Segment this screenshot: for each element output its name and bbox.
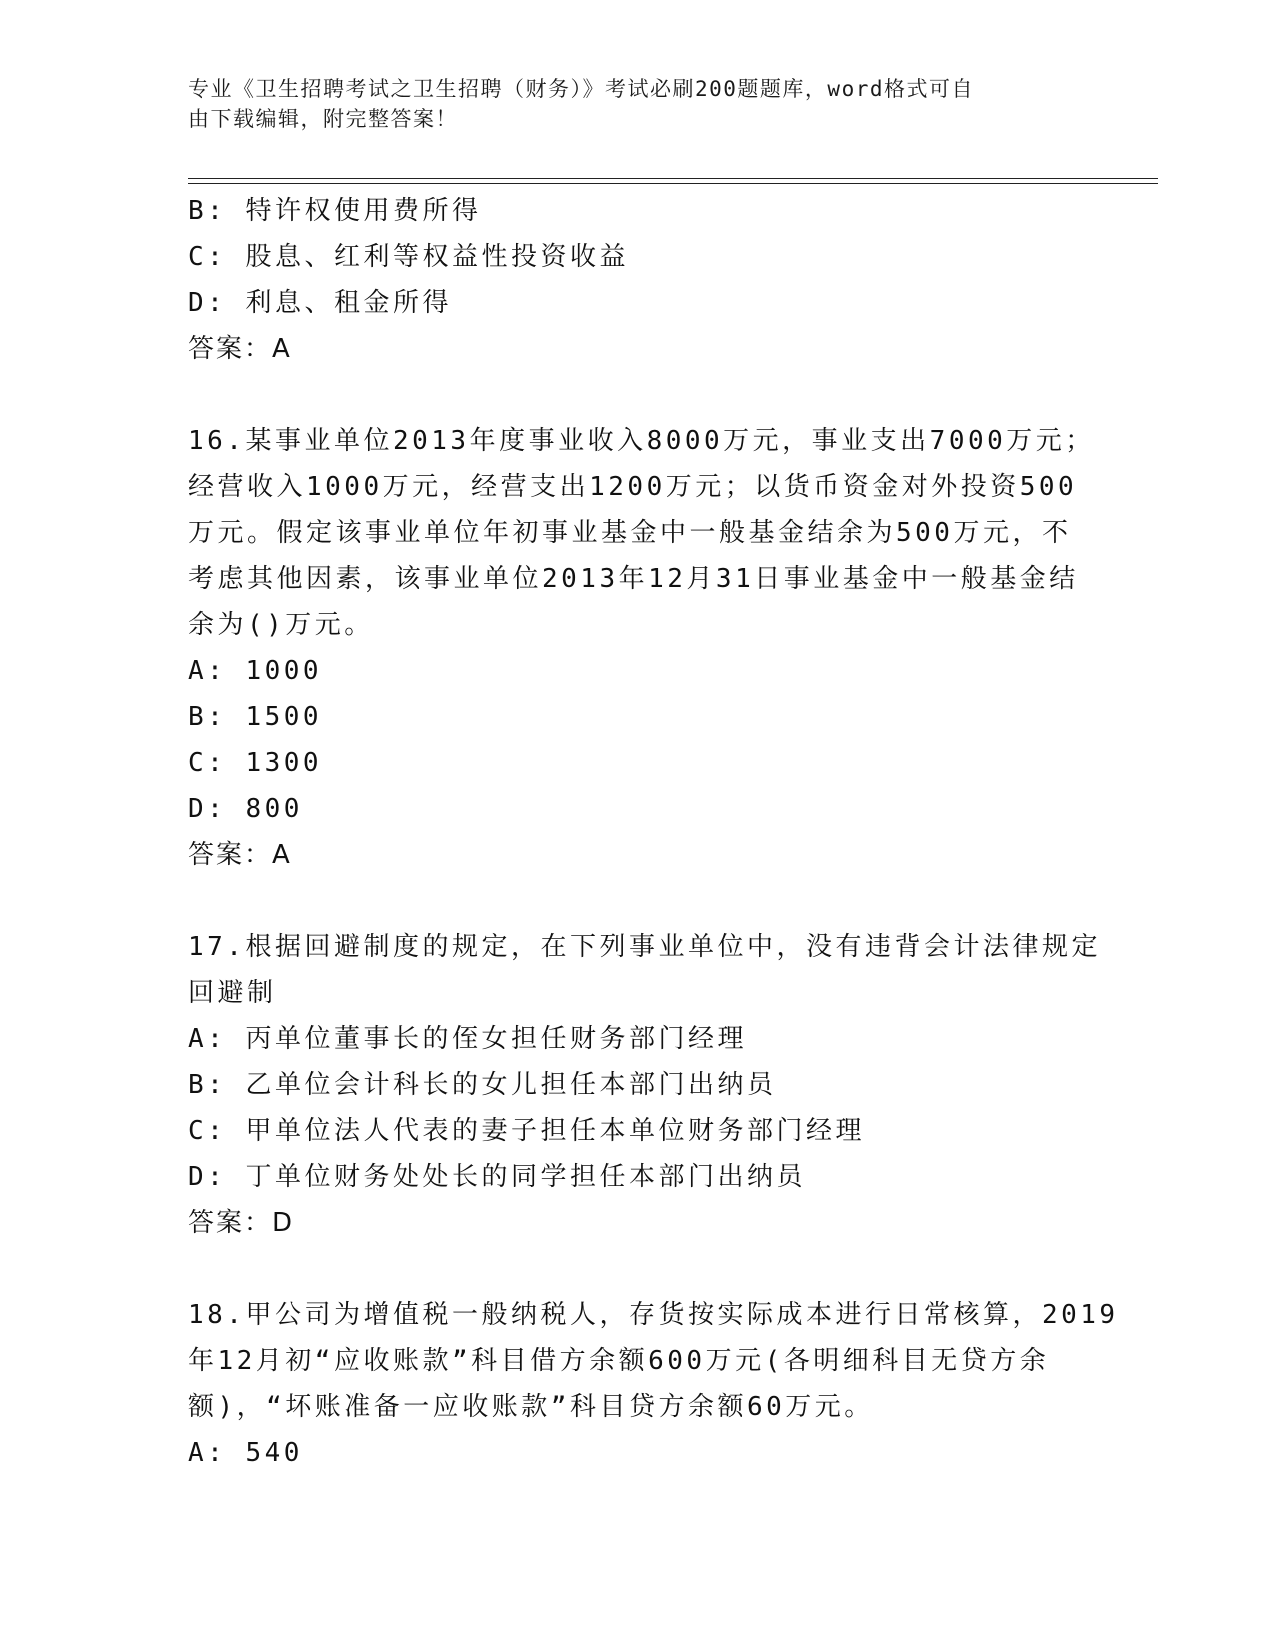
q18-text-line-2: 年12月初“应收账款”科目借方余额600万元(各明细科目无贷方余 [188, 1346, 1050, 1376]
q18-text-line-3: 额)，“坏账准备一应收账款”科目贷方余额60万元。 [188, 1392, 874, 1422]
prev-option-b: B: 特许权使用费所得 [188, 196, 482, 226]
q17-option-c: C: 甲单位法人代表的妻子担任本单位财务部门经理 [188, 1116, 865, 1146]
q16-option-a: A: 1000 [188, 656, 323, 686]
q17-text-line-1: 17.根据回避制度的规定，在下列事业单位中，没有违背会计法律规定 [188, 932, 1101, 962]
q16-option-b: B: 1500 [188, 702, 323, 732]
q17-answer: 答案：D [188, 1208, 295, 1238]
q16-option-d: D: 800 [188, 794, 303, 824]
q17-option-d: D: 丁单位财务处处长的同学担任本部门出纳员 [188, 1162, 806, 1192]
document-header [188, 74, 1068, 134]
header-line-2: 由下载编辑，附完整答案！ [188, 107, 458, 131]
q16-text-line-5: 余为()万元。 [188, 610, 374, 640]
document-body [188, 188, 1119, 1476]
q16-answer: 答案：A [188, 840, 292, 870]
header-divider-bottom [188, 183, 1158, 184]
q16-text-line-1: 16.某事业单位2013年度事业收入8000万元，事业支出7000万元； [188, 426, 1095, 456]
header-line-1: 专业《卫生招聘考试之卫生招聘（财务）》考试必刷200题题库，word格式可自 [188, 77, 974, 101]
q16-text-line-2: 经营收入1000万元，经营支出1200万元；以货币资金对外投资500 [188, 472, 1078, 502]
spacer [188, 878, 1088, 924]
prev-option-d: D: 利息、租金所得 [188, 288, 452, 318]
spacer [188, 1246, 1088, 1292]
q18-text-line-1: 18.甲公司为增值税一般纳税人，存货按实际成本进行日常核算，2019 [188, 1300, 1119, 1330]
q17-option-a: A: 丙单位董事长的侄女担任财务部门经理 [188, 1024, 747, 1054]
q16-text-line-3: 万元。假定该事业单位年初事业基金中一般基金结余为500万元，不 [188, 518, 1072, 548]
header-divider-top [188, 178, 1158, 179]
prev-option-c: C: 股息、红利等权益性投资收益 [188, 242, 629, 272]
q17-text-line-2: 回避制 [188, 978, 277, 1008]
spacer [188, 372, 1088, 418]
q17-option-b: B: 乙单位会计科长的女儿担任本部门出纳员 [188, 1070, 777, 1100]
q18-option-a: A: 540 [188, 1438, 303, 1468]
q16-text-line-4: 考虑其他因素，该事业单位2013年12月31日事业基金中一般基金结 [188, 564, 1079, 594]
prev-answer: 答案：A [188, 334, 292, 364]
q16-option-c: C: 1300 [188, 748, 323, 778]
